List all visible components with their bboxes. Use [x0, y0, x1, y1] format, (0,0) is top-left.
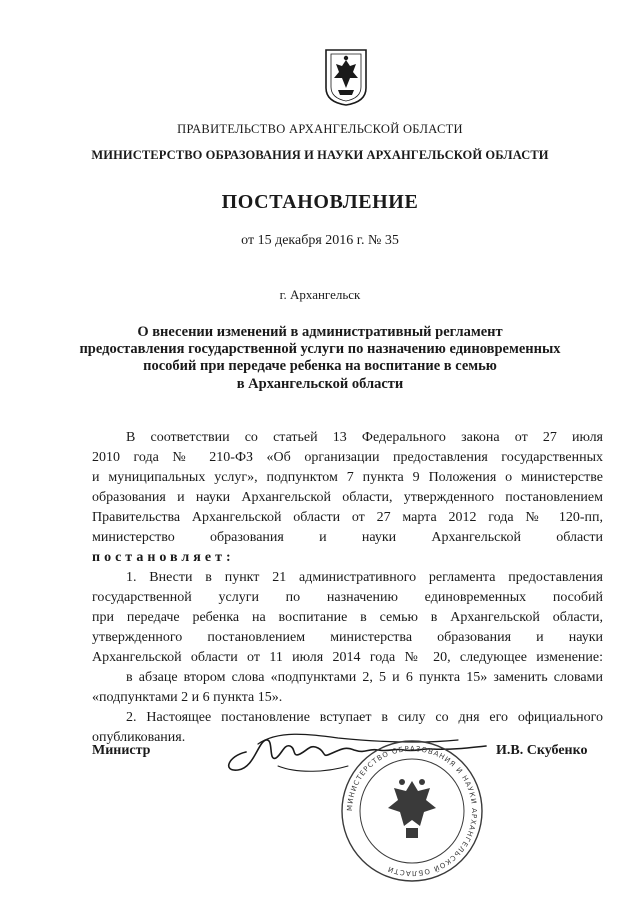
document-date-number: от 15 декабря 2016 г. № 35 [241, 233, 399, 248]
body-line-decree: постановляет: [92, 550, 235, 565]
signer-position: Министр [92, 743, 151, 758]
body-line: Архангельской области от 11 июля 2014 года № 20, следующее изменение: [92, 650, 603, 665]
signer-name: И.В. Скубенко [496, 743, 588, 758]
body-line: опубликования. [92, 730, 186, 745]
svg-text:МИНИСТЕРСТВО ОБРАЗОВАНИЯ И НАУ: МИНИСТЕРСТВО ОБРАЗОВАНИЯ И НАУКИ АРХАНГЕЛЬСКОЙ ОБЛАСТИ [345, 744, 479, 878]
coat-of-arms-emblem [324, 48, 368, 106]
title-line: в Архангельской области [236, 376, 404, 392]
body-line: 2010 года № 210-ФЗ «Об организации предоставления государственных [92, 450, 603, 465]
title-line: предоставления государственной услуги по назначению единовременных [79, 341, 561, 357]
body-line: при передаче ребенка на воспитание в семью в Архангельской области, [92, 610, 603, 625]
body-line: В соответствии со статьей 13 Федерального закона от 27 июля [126, 430, 603, 445]
city: г. Архангельск [279, 287, 361, 302]
body-line: утвержденного постановлением министерства образования и науки [92, 630, 603, 645]
title-line: пособий при передаче ребенка на воспитание в семью [143, 358, 497, 374]
body-line: образования и науки Архангельской области, утвержденного постановлением [92, 490, 603, 505]
government-name: ПРАВИТЕЛЬСТВО АРХАНГЕЛЬСКОЙ ОБЛАСТИ [177, 122, 463, 136]
body-line: 1. Внести в пункт 21 административного регламента предоставления [126, 570, 603, 585]
body-line: государственной услуги по назначению единовременных пособий [92, 590, 603, 605]
body-line: «подпунктами 2 и 6 пункта 15». [92, 690, 283, 705]
body-line: министерство образования и науки Архангельской области [92, 530, 603, 545]
document-type: ПОСТАНОВЛЕНИЕ [221, 191, 419, 213]
title-line: О внесении изменений в административный регламент [137, 324, 503, 340]
body-line: 2. Настоящее постановление вступает в силу со дня его официального [126, 710, 603, 725]
body-line: и муниципальных услуг», подпунктом 7 пункта 9 Положения о министерстве [92, 470, 603, 485]
body-line: в абзаце втором слова «подпунктами 2, 5 и 6 пункта 15» заменить словами [126, 670, 603, 685]
official-seal [332, 736, 492, 886]
ministry-name: МИНИСТЕРСТВО ОБРАЗОВАНИЯ И НАУКИ АРХАНГЕЛЬСКОЙ ОБЛАСТИ [91, 148, 549, 162]
body-line: Правительства Архангельской области от 27 марта 2012 года № 120-пп, [92, 510, 603, 525]
